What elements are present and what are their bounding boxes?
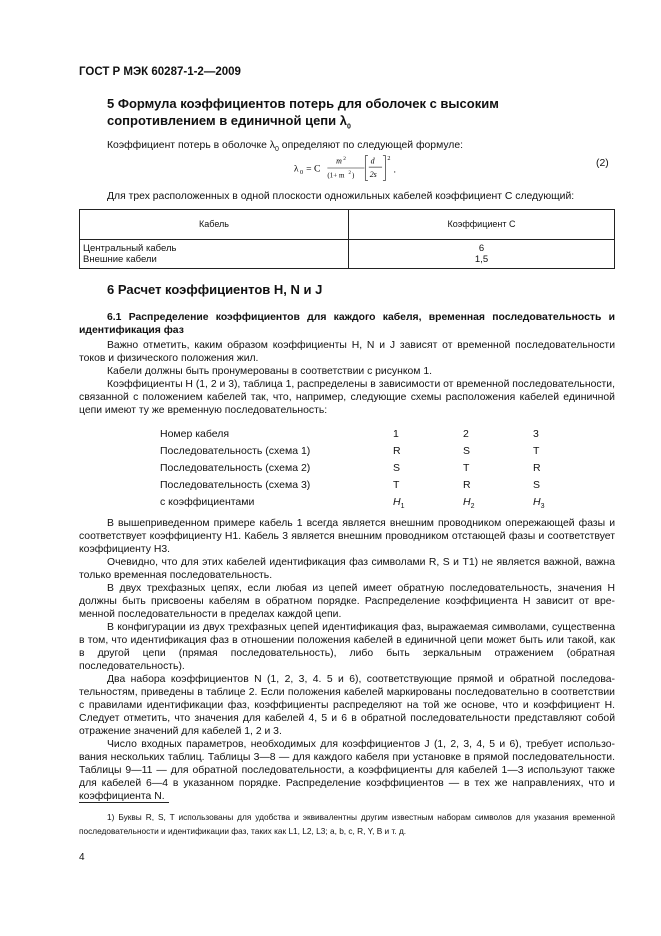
svg-text:.: .: [393, 164, 396, 176]
footnote-separator: [79, 802, 169, 803]
svg-text:λ: λ: [293, 163, 299, 175]
svg-text:2: 2: [343, 156, 346, 163]
section-6-body: [79, 517, 615, 803]
table-header-cable: Кабель: [80, 210, 349, 240]
svg-text:= C: = C: [306, 163, 321, 175]
table-row: [80, 240, 615, 269]
table-header-row: [80, 210, 615, 240]
paragraph: В двух трехфазных цепях, если любая из цепей имеет обратную последовательность, значения H должны быть присвоены кабелям в обратном порядке. Распределение коэффициента H зависит от временной последовательности в пределах каждой цепи.: [79, 583, 615, 620]
paragraph: В конфигурации из двух трехфазных цепей идентификация фаз, выражаемая символами, существенна в том, что идентификация фаз в отношении положения кабелей в единичной цепи может быть или такой, как в другой цепи (прямая последовательность), либо быть зеркальным отражением (обратная последовательность).: [79, 622, 615, 672]
equation-number: (2): [596, 158, 609, 169]
svg-text:(1+ m: (1+ m: [327, 171, 345, 180]
loss-factor-formula: [290, 153, 430, 183]
svg-text:m: m: [336, 156, 342, 166]
table-intro: Для трех расположенных в одной плоскости одножильных кабелей коэффициент C следующий:: [107, 191, 575, 202]
svg-text:2: 2: [348, 171, 351, 177]
paragraph: Число входных параметров, необходимых для коэффициентов J (1, 2, 3, 4, 5 и 6), требует использования нескольких таблиц. Таблицы 3—8 — для каждого кабеля при установке в прямой последовательности. Таблицы 9—11 — для обратной последовательности, а коэффициенты для кабелей 1—3 используют также для кабелей 6—4 в указанном порядке. Распределение коэффициентов — в тех же направлениях, что и коэффициента N.: [79, 739, 615, 802]
section-5-title: 5 Формула коэффициентов потерь для оболочек с высоким сопротивлением в единичной цепи $\lambda_0$: [107, 96, 499, 131]
svg-text:0: 0: [300, 170, 304, 177]
paragraph: Кабели должны быть пронумерованы в соответствии с рисунком 1.: [107, 366, 432, 377]
table-cell-cables: Центральный кабель Внешние кабели: [80, 240, 349, 269]
paragraph: Коэффициенты H (1, 2 и 3), таблица 1, распределены в зависимости от временной последовательности, связанной с положением кабелей так, что, например, следующие схемы расположения кабелей единичной цепи имеют ту же временную последовательность:: [79, 379, 615, 416]
sequence-row: Последовательность (схема 2) S T R: [160, 462, 541, 474]
coefficient-row: с коэффициентами $H_1$ $H_2$ $H_3$: [160, 496, 545, 511]
paragraph: Два набора коэффициентов N (1, 2, 3, 4. 5 и 6), соответствующие прямой и обратной последовательностям, приведены в таблице 2. Если положения кабелей маркированы последовательно в соответствии с правилами идентификации фаз, коэффициенты распределяют на той же основе, что и коэффициент H. Следует отметить, что значения для кабелей 4, 5 и 6 в обратной последовательности представляют собой отражение значений для кабелей 1, 2 и 3.: [79, 674, 615, 737]
sequence-row: Последовательность (схема 1) R S T: [160, 445, 540, 457]
subsection-6-1-title: 6.1 Распределение коэффициентов для каждого кабеля, временная последовательность и идентификация фаз: [79, 312, 615, 336]
table-cell-coefs: 6 1,5: [349, 240, 615, 269]
section-5-intro: Коэффициент потерь в оболочке $\lambda_0$ определяют по следующей формуле:: [107, 140, 464, 154]
section-6-title: 6 Расчет коэффициентов H, N и J: [107, 282, 323, 297]
svg-text:): ): [352, 171, 355, 180]
paragraph: Важно отметить, каким образом коэффициенты H, N и J зависят от временной последовательности токов и физического положения жил.: [79, 340, 615, 364]
document-header: ГОСТ Р МЭК 60287-1-2—2009: [79, 66, 241, 78]
svg-text:2: 2: [387, 156, 391, 163]
footnote: 1) Буквы R, S, T использованы для удобства и эквивалентны другим известным наборам символов для указания временной последовательности и идентификации фаз, таких как L1, L2, L3; a, b, c, R, Y, B и т. д.: [79, 812, 615, 836]
table-header-coef: Коэффициент C: [349, 210, 615, 240]
coefficient-c-table: [79, 209, 615, 269]
sequence-row: Последовательность (схема 3) T R S: [160, 479, 541, 491]
page-number: 4: [79, 852, 85, 863]
paragraph: Очевидно, что для этих кабелей идентификация фаз символами R, S и T1) не является важной, важна только временная последовательность.: [79, 557, 615, 581]
svg-text:2s: 2s: [369, 169, 377, 179]
paragraph: В вышеприведенном примере кабель 1 всегда является внешним проводником опережающей фазы и соответствует коэффициенту H1. Кабель 3 является внешним проводником отстающей фазы и соответствует коэффициенту H3.: [79, 518, 615, 555]
svg-text:d: d: [370, 156, 375, 166]
sequence-table: [160, 426, 603, 511]
sequence-row: Номер кабеля 1 2 3: [160, 428, 539, 440]
subsection-6-1: [79, 311, 615, 417]
